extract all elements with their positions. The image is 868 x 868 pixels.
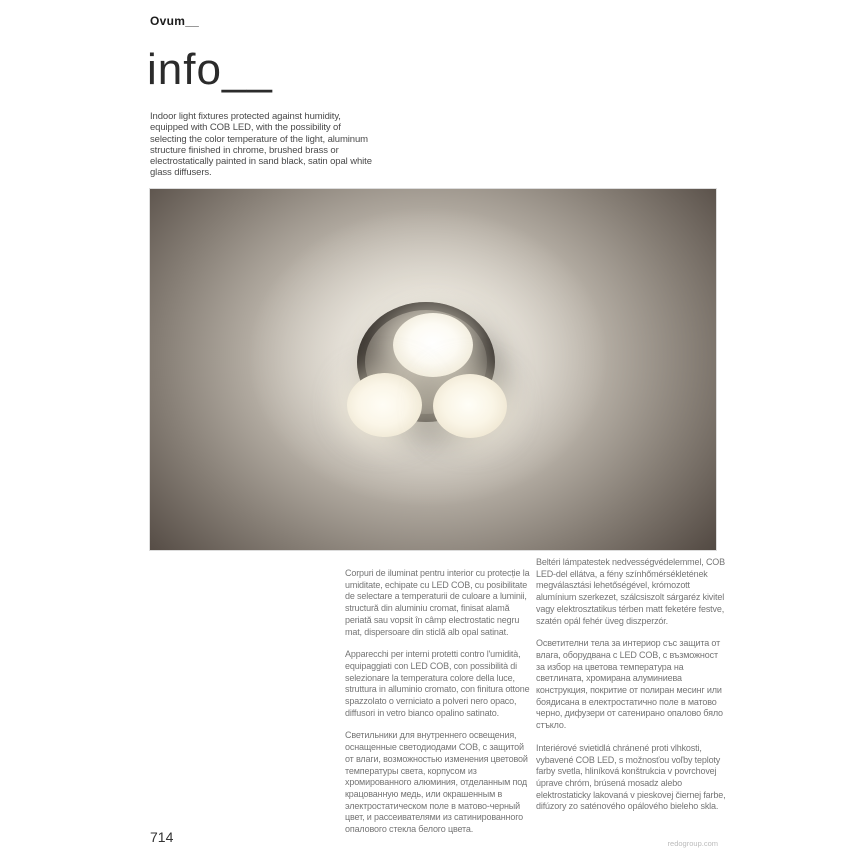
description-bulgarian: Осветителни тела за интериор със защита от влага, оборудвана с LED COB, с възможност за избор на цветова температура на светлината, хромирана алуминиева конструкция, покритие от полиран месинг или боядисана в електростатично поле в матово черно, дифузери от сатенирано опалово бяло стъкло. <box>536 638 723 731</box>
translations-column-left <box>345 568 530 847</box>
glass-diffuser-top <box>393 313 473 377</box>
page-title: info__ <box>147 45 273 94</box>
brand-name: Ovum__ <box>150 14 200 28</box>
page-number: 714 <box>150 829 174 845</box>
translations-column-right <box>536 557 726 824</box>
description-russian: Светильники для внутреннего освещения, оснащенные светодиодами COB, с защитой от влаги, возможностью изменения цветовой температуры света, корпусом из хромированного алюминия, отделанным под крацованную медь, или окрашенным в электростатическом поле в матово-черный цвет, и рассеивателями из сатинированного опалового стекла белого цвета. <box>345 730 528 835</box>
description-italian: Apparecchi per interni protetti contro l'umidità, equipaggiati con LED COB, con possibilità di selezionare la temperatura colore della luce, struttura in alluminio cromato, con finitura ottone spazzolato o verniciato a polveri nero opaco, diffusori in vetro bianco opalino satinato. <box>345 649 530 718</box>
glass-diffuser-right <box>433 374 507 438</box>
description-slovak: Interiérové svietidlá chránené proti vlhkosti, vybavené COB LED, s možnosťou voľby teploty farby svetla, hliníková konštrukcia v povrchovej úprave chróm, brúsená mosadz alebo elektrostaticky lakovaná v pieskovej čiernej farbe, difúzory zo saténového opálového bieleho skla. <box>536 742 726 812</box>
description-romanian: Corpuri de iluminat pentru interior cu protecție la umiditate, echipate cu LED COB, cu posibilitate de selectare a temperaturii de culoare a luminii, structură din aluminiu cromat, finisat alamă periată sau vopsit în câmp electrostatic negru mat, dispersoare din sticlă alb opal satinat. <box>345 568 530 637</box>
product-photo <box>150 189 716 550</box>
description-english: Indoor light fixtures protected against humidity, equipped with COB LED, with the possibility of selecting the color temperature of the light, aluminum structure finished in chrome, brushed brass or electrostatically painted in sand black, satin opal white glass diffusers. <box>150 111 372 179</box>
description-hungarian: Beltéri lámpatestek nedvességvédelemmel, COB LED-del ellátva, a fény színhőmérsékletének megválasztási lehetőségével, krómozott alumínium szerkezet, szálcsiszolt sárgaréz kivitel vagy elektrosztatikus térben matt feketére festve, szatén opál fehér üveg diszperzór. <box>536 557 725 626</box>
glass-diffuser-left <box>347 373 422 437</box>
website-url: redogroup.com <box>667 839 718 848</box>
